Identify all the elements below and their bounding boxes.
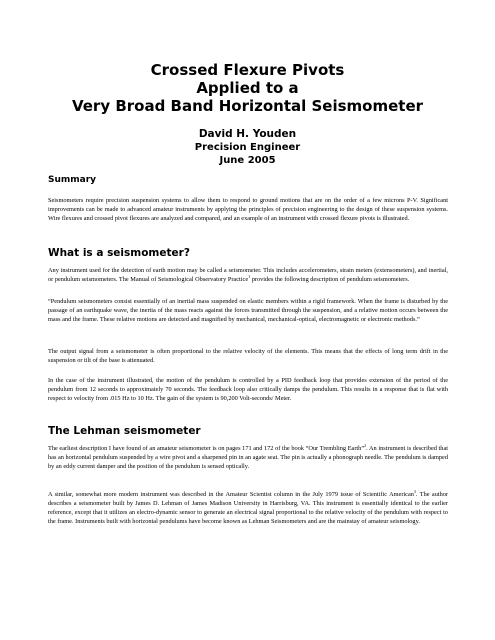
author-block: [0, 128, 495, 167]
publication-date: June 2005: [219, 155, 276, 166]
what-is-quote: “Pendulum seismometers consist essentially of an inertial mass suspended on elastic members within a rigid framework. When the frame is disturbed by the passage of an earthquake wave, the inertia of the mass reacts against the forces transmitted through the suspension, and a relative motion occurs between the mass and the frame. These relative motions are detected and magnified by mechanical, mechanical-optical, electromagnetic or electronic methods.”: [48, 298, 448, 323]
title-line-2: Applied to a: [196, 79, 299, 97]
title-line-1: Crossed Flexure Pivots: [150, 61, 345, 79]
author-role: Precision Engineer: [194, 142, 301, 153]
what-is-paragraph-3: The output signal from a seismometer is often proportional to the relative velocity of the elements. This means that the effects of long term drift in the suspension or tilt of the base is attenuated.: [48, 348, 448, 364]
summary-heading: Summary: [48, 175, 97, 185]
lehman-p2-text-b: . The author describes a seismometer built by James D. Lehman of James Madison University in Harrisburg, VA. This instrument is essentially identical to the earlier reference, except that it utilizes an electro-dynamic sensor to generate an electrical signal proportional to the relative velocity of the pendulum with respect to the frame. Instruments built with horizontal pendulums have become known as Lehman Seismometers and are the mainstay of amateur seismology.: [48, 491, 448, 525]
lehman-heading: The Lehman seismometer: [48, 425, 201, 437]
lehman-p1-text-a: The earliest description I have found of an amateur seismometer is on pages 171 and 172 of the book “Our Trembling Earth”: [48, 445, 365, 452]
lehman-p2-text-a: A similar, somewhat more modern instrument was described in the Amateur Scientist column in the July 1979 issue of Scientific American: [48, 491, 414, 498]
footnote-ref-1: 1: [248, 273, 251, 279]
what-is-paragraph-1: [48, 266, 448, 284]
title-line-3: Very Broad Band Horizontal Seismometer: [71, 97, 424, 115]
what-is-p1-text-b: provides the following description of pendulum seismometers.: [250, 276, 410, 283]
lehman-p1-text-b: . An instrument is described that has an horizontal pendulum suspended by a wire pivot and a sharpened pin in an agate seat. The pin is actually a phonograph needle. The pendulum is damped by an eddy current damper and the position of the pendulum is sensed optically.: [48, 445, 449, 470]
footnote-ref-2: 2: [364, 442, 367, 448]
what-is-heading: What is a seismometer?: [48, 247, 190, 259]
author-name: David H. Youden: [198, 128, 297, 140]
what-is-paragraph-4: In the case of the instrument illustrated, the motion of the pendulum is controlled by a PID feedback loop that provides extension of the period of the pendulum from 12 seconds to approximately 70 seconds. The feedback loop also critically damps the pendulum. This results in a response that is flat with respect to velocity from .015 Hz to 10 Hz. The gain of the system is 90,200 Volt-seconds/ Meter.: [48, 377, 448, 402]
lehman-paragraph-2: [48, 490, 448, 526]
what-is-p1-text-a: Any instrument used for the detection of earth motion may be called a seismometer. This includes accelerometers, strain meters (extensometers), and inertial, or pendulum seismometers. The Manual of Seismological Observatory Practice: [48, 267, 448, 283]
footnote-ref-3: 3: [413, 488, 416, 494]
summary-paragraph: Seismometers require precision suspension systems to allow them to respond to ground motions that are on the order of a few microns P-V. Significant improvements can be made to advanced amateur instruments by applying the principles of precision engineering to the design of these suspension systems. Wire flexures and crossed pivot flexures are analyzed and compared, and an example of an instrument with crossed flexure pivots is illustrated.: [48, 197, 448, 222]
lehman-paragraph-1: [48, 444, 448, 471]
